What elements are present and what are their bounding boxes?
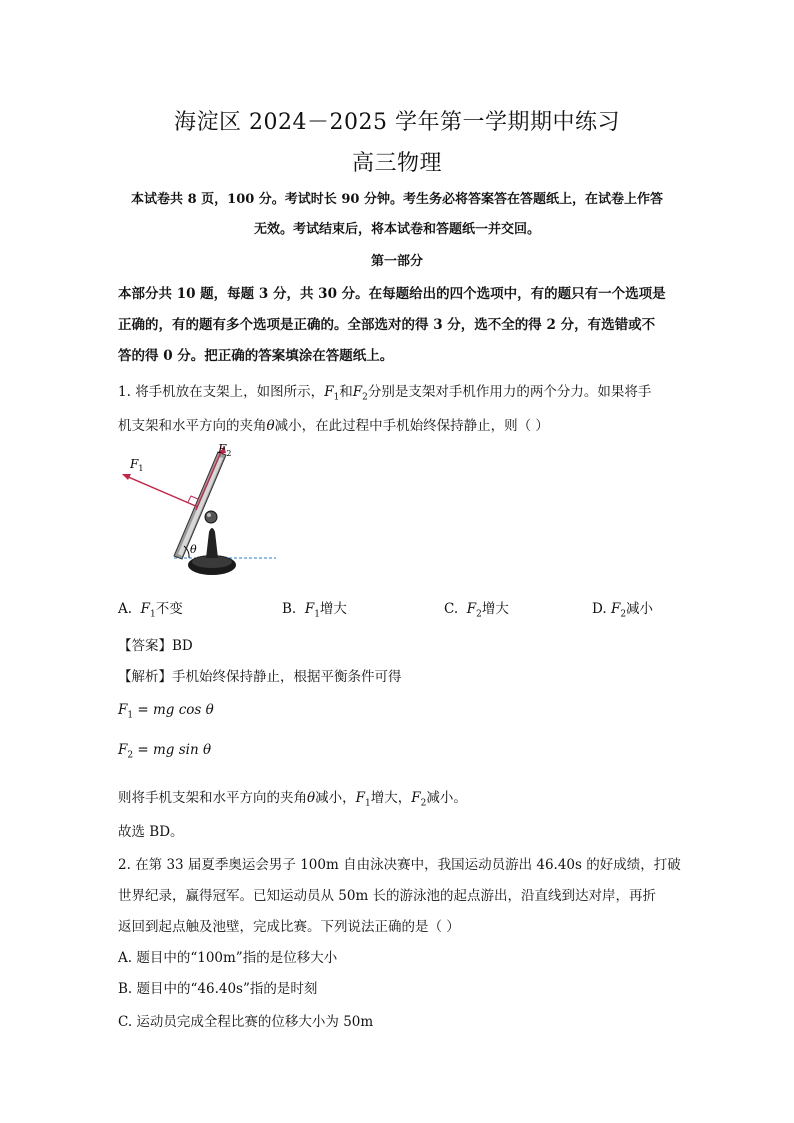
section-desc-2: 正确的，有的题有多个选项是正确的。全部选对的得 3 分，选不全的得 2 分，有选错或不 [118, 317, 656, 333]
q2-option-b[interactable]: B. 题目中的“46.40s”指的是时刻 [118, 981, 318, 997]
intro-line-2: 无效。考试结束后，将本试卷和答题纸一并交回。 [253, 222, 540, 237]
q1-sub-1: 1 [333, 392, 340, 403]
q1-analysis: 【解析】手机始终保持静止，根据平衡条件可得 [118, 669, 402, 685]
intro-line-1: 本试卷共 8 页，100 分。考试时长 90 分钟。考生务必将答案答在答题纸上，在试卷上作答 [131, 192, 663, 207]
q1-line2-b: 减小，在此过程中手机始终保持静止，则（ ） [274, 418, 549, 434]
q2-option-a[interactable]: A. 题目中的“100m”指的是位移大小 [118, 950, 338, 966]
q2-line-1: 2. 在第 33 届夏季奥运会男子 100m 自由泳决赛中，我国运动员游出 46.40s 的好成绩，打破 [118, 857, 681, 873]
exam-title: 海淀区 2024－2025 学年第一学期期中练习 [174, 110, 620, 135]
stand-column [206, 528, 218, 558]
q1-line-2 [118, 414, 549, 434]
section-desc-3: 答的得 0 分。把正确的答案填涂在答题纸上。 [118, 348, 394, 364]
force-f2-arrow [196, 450, 222, 510]
q1-answer: 【答案】BD [118, 638, 193, 654]
q1-var-f2: F [352, 384, 363, 400]
q1-number: 1. [118, 384, 131, 400]
q1-text-c: 分别是支架对手机作用力的两个分力。如果将手 [367, 384, 652, 400]
q1-option-c[interactable]: C. $F_2$增大 [444, 601, 509, 620]
phone-stand-figure [114, 440, 284, 585]
q1-option-a[interactable]: A. $F_1$不变 [118, 601, 183, 620]
q1-sub-2: 2 [362, 392, 368, 403]
q1-conclusion: 则将手机支架和水平方向的夹角θ减小，$F_1$增大，$F_2$减小。 [118, 790, 467, 809]
label-f1: $F_1$ [130, 457, 144, 473]
q2-option-c[interactable]: C. 运动员完成全程比赛的位移大小为 50m [118, 1014, 374, 1030]
q1-equation-2: $F_2$ = mg sin θ [118, 742, 212, 761]
label-f2: $F_2$ [218, 442, 232, 458]
stand-ball-joint [205, 511, 217, 523]
label-theta: θ [190, 543, 197, 556]
q1-line2-a: 机支架和水平方向的夹角 [118, 418, 267, 434]
q1-theta: θ [266, 418, 275, 434]
q1-option-b[interactable]: B. $F_1$增大 [282, 601, 347, 620]
q1-option-d[interactable]: D. $F_2$减小 [592, 601, 654, 620]
q2-line-2: 世界纪录，赢得冠军。已知运动员从 50m 长的游泳池的起点游出，沿直线到达对岸，再折 [118, 888, 657, 904]
force-f1-arrow [126, 476, 198, 507]
section-title: 第一部分 [370, 254, 423, 269]
section-desc-1: 本部分共 10 题，每题 3 分，共 30 分。在每题给出的四个选项中，有的题只有一个选项是 [118, 286, 666, 302]
q1-text-b: 和 [339, 384, 353, 400]
q2-line-3: 返回到起点触及池壁，完成比赛。下列说法正确的是（ ） [118, 919, 460, 935]
q1-text-a: 将手机放在支架上，如图所示， [135, 384, 325, 400]
q1-line-1 [118, 380, 651, 403]
q1-var-f1: F [324, 384, 334, 400]
exam-subject: 高三物理 [351, 151, 442, 176]
q1-equation-1: $F_1$ = mg cos θ [118, 702, 214, 721]
q1-choose: 故选 BD。 [118, 824, 184, 840]
